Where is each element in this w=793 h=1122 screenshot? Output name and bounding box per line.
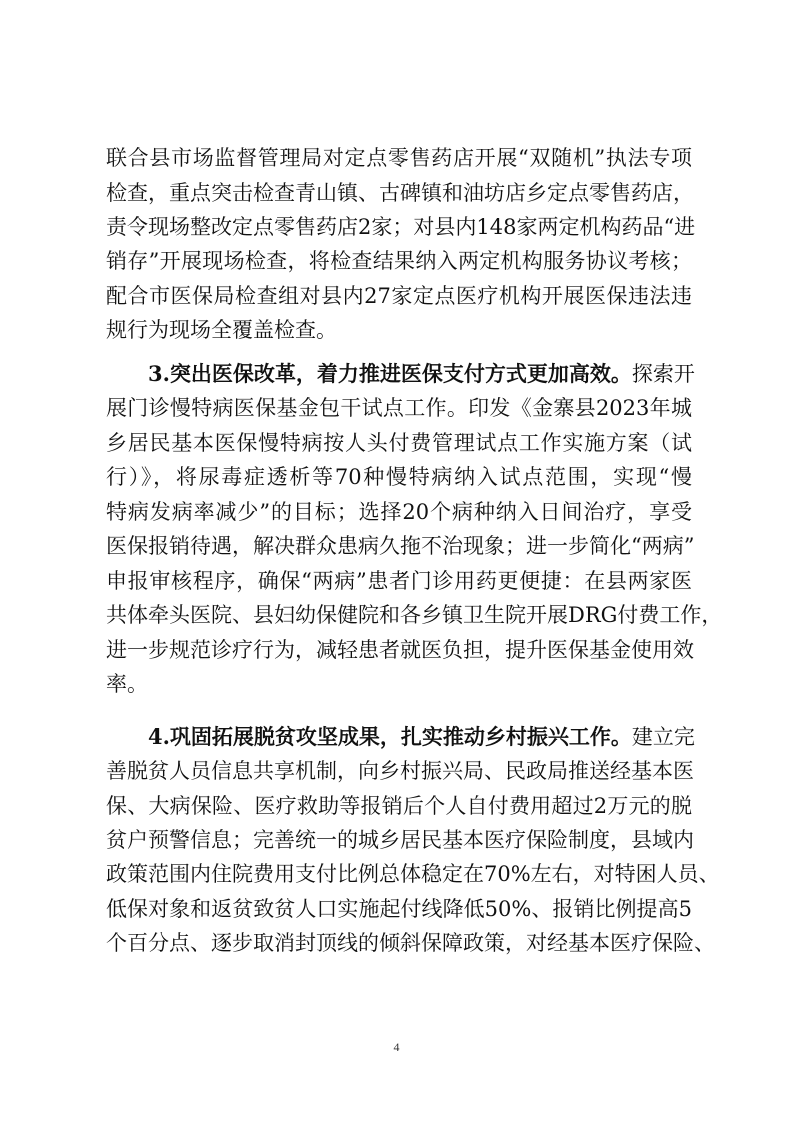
page-number: 4 bbox=[393, 1040, 400, 1054]
paragraph-3-line-5: 政策范围内住院费用支付比例总体稳定在70%左右，对特困人员、 bbox=[106, 862, 720, 886]
paragraph-1-line-5: 配合市医保局检查组对县内27家定点医疗机构开展医保违法违 bbox=[106, 284, 692, 308]
paragraph-2-line-8: 共体牵头医院、县妇幼保健院和各乡镇卫生院开展DRG付费工作， bbox=[106, 603, 723, 627]
paragraph-2-first-line-rest: 探索开 bbox=[631, 362, 695, 386]
paragraph-2-line-10: 率。 bbox=[106, 672, 148, 696]
paragraph-3-heading: 4.巩固拓展脱贫攻坚成果，扎实推动乡村振兴工作。 bbox=[148, 724, 632, 749]
paragraph-1-line-6: 规行为现场全覆盖检查。 bbox=[106, 318, 337, 342]
paragraph-2-line-7: 申报审核程序，确保“两病”患者门诊用药更便捷：在县两家医 bbox=[106, 569, 692, 593]
paragraph-3-line-6: 低保对象和返贫致贫人口实施起付线降低50%、报销比例提高5 bbox=[106, 897, 692, 921]
paragraph-3-line-4: 贫户预警信息；完善统一的城乡居民基本医疗保险制度，县域内 bbox=[106, 828, 694, 852]
paragraph-2-line-2: 展门诊慢特病医保基金包干试点工作。印发《金寨县2023年城 bbox=[106, 396, 692, 420]
paragraph-3-first-line bbox=[148, 719, 695, 755]
paragraph-3-line-7: 个百分点、逐步取消封顶线的倾斜保障政策，对经基本医疗保险、 bbox=[106, 931, 715, 955]
paragraph-2-line-3: 乡居民基本医保慢特病按人头付费管理试点工作实施方案（试 bbox=[106, 431, 692, 455]
paragraph-1-line-3: 责令现场整改定点零售药店2家；对县内148家两定机构药品“进 bbox=[106, 215, 696, 239]
paragraph-2-line-9: 进一步规范诊疗行为，减轻患者就医负担，提升医保基金使用效 bbox=[106, 638, 694, 662]
paragraph-3-first-line-rest: 建立完 bbox=[631, 725, 695, 749]
paragraph-3-line-3: 保、大病保险、医疗救助等报销后个人自付费用超过2万元的脱 bbox=[106, 794, 692, 818]
paragraph-3-line-2: 善脱贫人员信息共享机制，向乡村振兴局、民政局推送经基本医 bbox=[106, 759, 694, 783]
paragraph-2-line-6: 医保报销待遇，解决群众患病久拖不治现象；进一步简化“两病” bbox=[106, 534, 695, 558]
paragraph-2-line-4: 行）》，将尿毒症透析等70种慢特病纳入试点范围，实现“慢 bbox=[106, 465, 692, 489]
paragraph-2-line-5: 特病发病率减少”的目标；选择20个病种纳入日间治疗，享受 bbox=[106, 500, 692, 524]
paragraph-2-first-line bbox=[148, 356, 695, 392]
paragraph-2-heading: 3.突出医保改革，着力推进医保支付方式更加高效。 bbox=[148, 361, 632, 386]
paragraph-1-line-2: 检查，重点突击检查青山镇、古碑镇和油坊店乡定点零售药店， bbox=[106, 181, 694, 205]
paragraph-1-line-4: 销存”开展现场检查，将检查结果纳入两定机构服务协议考核； bbox=[106, 249, 692, 273]
paragraph-1-line-1: 联合县市场监督管理局对定点零售药店开展“双随机”执法专项 bbox=[106, 146, 692, 170]
